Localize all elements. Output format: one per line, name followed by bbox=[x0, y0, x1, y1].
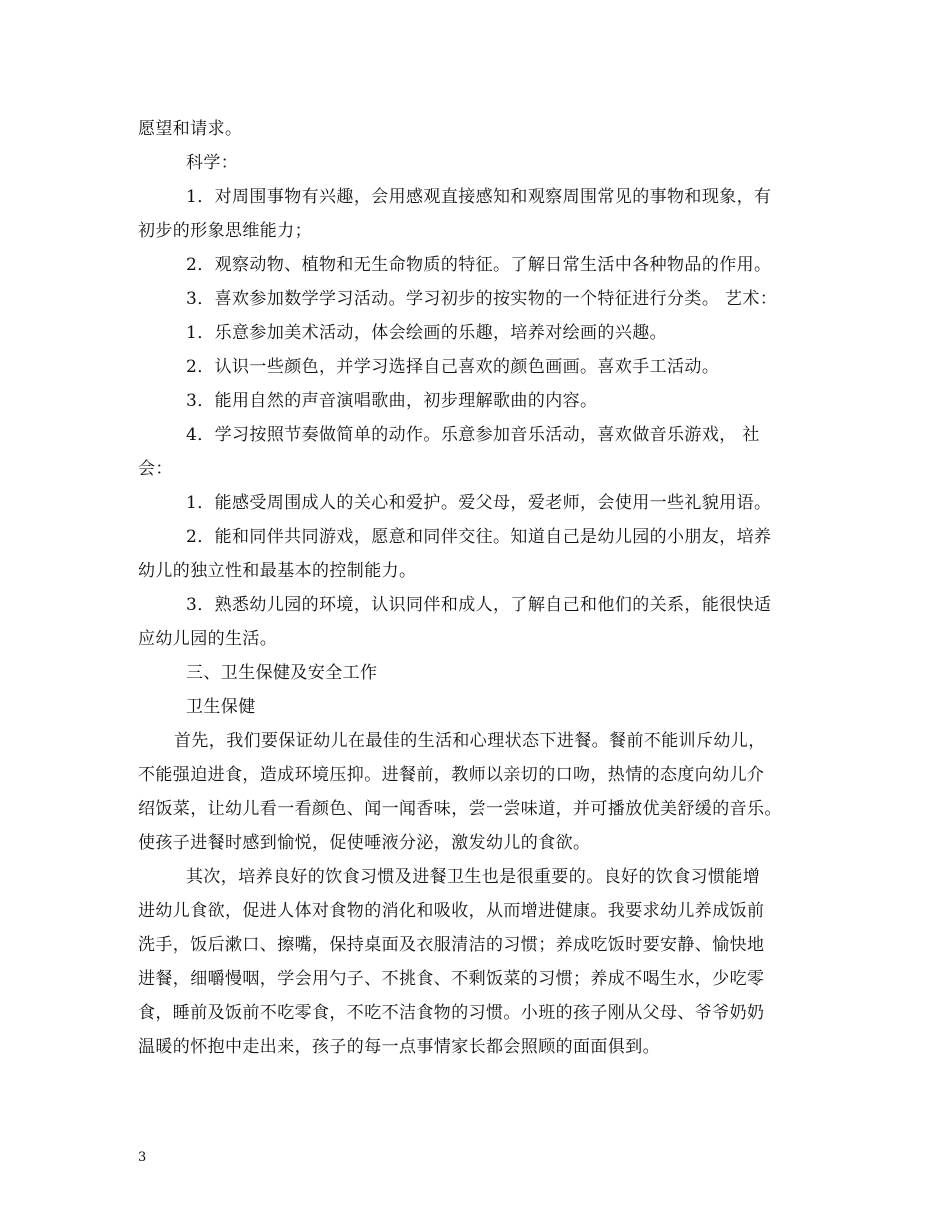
text-line: 会： bbox=[138, 459, 173, 479]
text-line: 食，睡前及饭前不吃零食，不吃不洁食物的习惯。小班的孩子刚从父母、爷爷奶奶 bbox=[138, 1003, 765, 1023]
text-line: 2．能和同伴共同游戏，愿意和同伴交往。知道自己是幼儿园的小朋友，培养 bbox=[186, 527, 772, 547]
text-line: 1．对周围事物有兴趣，会用感观直接感知和观察周围常见的事物和现象，有 bbox=[186, 187, 772, 207]
text-line: 其次，培养良好的饮食习惯及进餐卫生也是很重要的。良好的饮食习惯能增 bbox=[186, 867, 761, 887]
text-line: 3．熟悉幼儿园的环境，认识同伴和成人，了解自己和他们的关系，能很快适 bbox=[186, 595, 772, 615]
text-line: 应幼儿园的生活。 bbox=[138, 629, 278, 649]
section-heading-science: 科学： bbox=[186, 153, 239, 173]
text-line: 初步的形象思维能力； bbox=[138, 221, 312, 241]
text-line: 幼儿的独立性和最基本的控制能力。 bbox=[138, 561, 417, 581]
text-line: 愿望和请求。 bbox=[138, 119, 243, 139]
text-line: 1．乐意参加美术活动，体会绘画的乐趣，培养对绘画的兴趣。 bbox=[186, 323, 668, 343]
text-line: 进幼儿食欲，促进人体对食物的消化和吸收，从而增进健康。我要求幼儿养成饭前 bbox=[138, 901, 765, 921]
text-line: 首先，我们要保证幼儿在最佳的生活和心理状态下进餐。餐前不能训斥幼儿， bbox=[174, 731, 766, 751]
text-line: 洗手，饭后漱口、擦嘴，保持桌面及衣服清洁的习惯；养成吃饭时要安静、愉快地 bbox=[138, 935, 765, 955]
text-line: 使孩子进餐时感到愉悦，促使唾液分泌，激发幼儿的食欲。 bbox=[138, 833, 591, 853]
text-line: 3．喜欢参加数学学习活动。学习初步的按实物的一个特征进行分类。 艺术： bbox=[186, 289, 778, 309]
page-number: 3 bbox=[138, 1150, 147, 1165]
text-line: 2．观察动物、植物和无生命物质的特征。了解日常生活中各种物品的作用。 bbox=[186, 255, 772, 275]
text-line: 2．认识一些颜色，并学习选择自己喜欢的颜色画画。喜欢手工活动。 bbox=[186, 357, 720, 377]
text-line: 4．学习按照节奏做简单的动作。乐意参加音乐活动，喜欢做音乐游戏， 社 bbox=[186, 425, 760, 445]
subheading-health: 卫生保健 bbox=[186, 697, 256, 717]
text-line: 进餐，细嚼慢咽，学会用勺子、不挑食、不剩饭菜的习惯；养成不喝生水，少吃零 bbox=[138, 969, 765, 989]
text-line: 绍饭菜，让幼儿看一看颜色、闻一闻香味，尝一尝味道，并可播放优美舒缓的音乐。 bbox=[138, 799, 782, 819]
text-line: 温暖的怀抱中走出来，孩子的每一点事情家长都会照顾的面面俱到。 bbox=[138, 1037, 660, 1057]
text-line: 3．能用自然的声音演唱歌曲，初步理解歌曲的内容。 bbox=[186, 391, 598, 411]
section-heading-health-safety: 三、卫生保健及安全工作 bbox=[186, 663, 378, 683]
text-line: 1．能感受周围成人的关心和爱护。爱父母，爱老师，会使用一些礼貌用语。 bbox=[186, 493, 772, 513]
text-line: 不能强迫进食，造成环境压抑。进餐前，教师以亲切的口吻，热情的态度向幼儿介 bbox=[138, 765, 765, 785]
